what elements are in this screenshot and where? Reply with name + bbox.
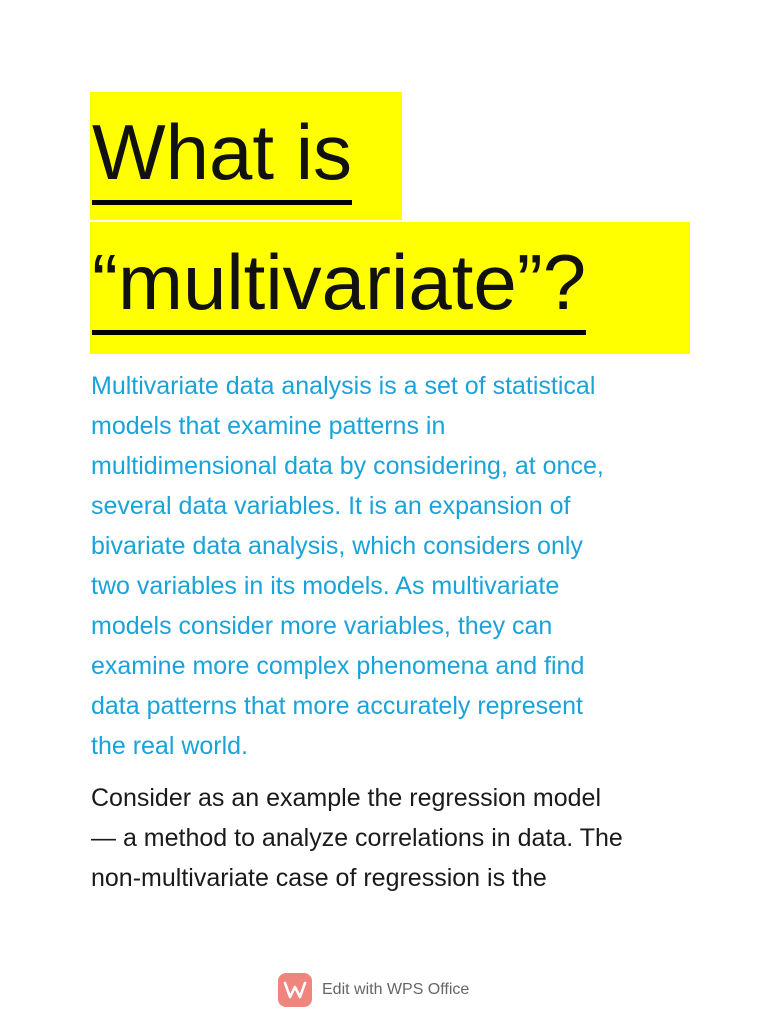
title-text-1: What is — [92, 104, 352, 205]
paragraph-line: bivariate data analysis, which considers only — [91, 532, 583, 560]
paragraph-line: several data variables. It is an expansion of — [91, 492, 571, 520]
paragraph-line: the real world. — [91, 732, 249, 760]
paragraph-line: multidimensional data by considering, at once, — [91, 452, 604, 480]
paragraph-line: examine more complex phenomena and find — [91, 652, 585, 680]
paragraph-line: two variables in its models. As multivariate — [91, 572, 560, 600]
paragraph-line: non-multivariate case of regression is the — [91, 864, 547, 892]
paragraph-line: data patterns that more accurately represent — [91, 692, 583, 720]
title-line-2 — [90, 222, 690, 354]
example-paragraph — [91, 778, 691, 898]
paragraph-line: Consider as an example the regression model — [91, 784, 601, 812]
title-text-2: “multivariate”? — [92, 234, 586, 335]
title-line-1 — [90, 92, 402, 220]
edit-with-wps-badge[interactable] — [278, 972, 469, 1008]
wps-logo-icon — [278, 973, 312, 1007]
paragraph-line: — a method to analyze correlations in data. The — [91, 824, 623, 852]
wps-badge-label[interactable]: Edit with WPS Office — [322, 981, 470, 998]
paragraph-line: models consider more variables, they can — [91, 612, 553, 640]
definition-paragraph — [91, 366, 691, 766]
paragraph-line: models that examine patterns in — [91, 412, 446, 440]
paragraph-line: Multivariate data analysis is a set of statistical — [91, 372, 596, 400]
